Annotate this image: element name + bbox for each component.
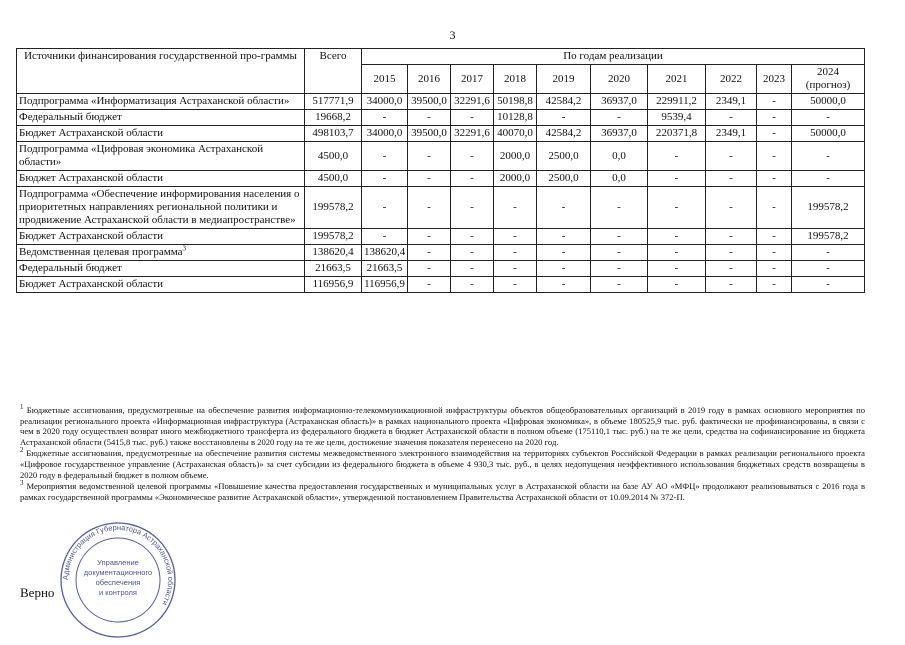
row-year-value: 2000,0 — [494, 142, 537, 171]
row-year-value: - — [408, 261, 451, 277]
row-year-value: - — [792, 277, 865, 293]
row-year-value: - — [494, 277, 537, 293]
row-year-value: 199578,2 — [792, 187, 865, 229]
row-year-value: - — [537, 187, 591, 229]
header-year: 2024 (прогноз) — [792, 65, 865, 94]
header-year: 2016 — [408, 65, 451, 94]
row-year-value: 50000,0 — [792, 126, 865, 142]
row-year-value: - — [451, 245, 494, 261]
row-year-value: - — [408, 142, 451, 171]
row-year-value: 34000,0 — [362, 126, 408, 142]
row-year-value: - — [792, 171, 865, 187]
stamp-inner-line: обеспечения — [95, 578, 141, 587]
row-year-value: - — [451, 229, 494, 245]
row-year-value: 0,0 — [591, 171, 648, 187]
row-year-value: 32291,6 — [451, 94, 494, 110]
row-year-value: - — [451, 142, 494, 171]
footnote — [20, 405, 865, 447]
row-year-value: 2349,1 — [706, 126, 757, 142]
row-year-value: - — [648, 142, 706, 171]
stamp-inner-line: Управление — [97, 558, 139, 567]
header-source: Источники финансирования государственной про-граммы — [17, 49, 305, 94]
row-year-value: - — [648, 277, 706, 293]
svg-text:Администрация Губернатора Астр: Администрация Губернатора Астраханской области — [60, 522, 176, 607]
stamp-inner-line: и контроля — [98, 588, 138, 597]
row-year-value: 229911,2 — [648, 94, 706, 110]
row-year-value: - — [537, 261, 591, 277]
row-year-value: 220371,8 — [648, 126, 706, 142]
footnote — [20, 481, 865, 502]
row-year-value: 138620,4 — [362, 245, 408, 261]
stamp-inner-line: документационного — [83, 568, 153, 577]
row-year-value: - — [648, 171, 706, 187]
row-year-value: - — [362, 171, 408, 187]
table-row — [17, 171, 865, 187]
row-year-value: 116956,9 — [362, 277, 408, 293]
row-year-value: 50198,8 — [494, 94, 537, 110]
row-source: Подпрограмма «Информатизация Астраханской области» — [17, 94, 305, 110]
row-year-value: - — [706, 277, 757, 293]
row-year-value: - — [757, 245, 792, 261]
footnote — [20, 448, 865, 480]
row-year-value: 36937,0 — [591, 126, 648, 142]
row-year-value: - — [706, 110, 757, 126]
table-row — [17, 229, 865, 245]
row-year-value: - — [451, 261, 494, 277]
row-year-value: - — [362, 229, 408, 245]
row-source: Федеральный бюджет — [17, 110, 305, 126]
row-year-value: - — [408, 171, 451, 187]
row-year-value: - — [706, 187, 757, 229]
row-year-value: 2500,0 — [537, 142, 591, 171]
row-year-value: - — [362, 110, 408, 126]
row-year-value: 50000,0 — [792, 94, 865, 110]
row-year-value: 42584,2 — [537, 126, 591, 142]
row-year-value: 10128,8 — [494, 110, 537, 126]
header-year: 2023 — [757, 65, 792, 94]
header-year: 2015 — [362, 65, 408, 94]
header-total: Всего — [305, 49, 362, 94]
row-total: 199578,2 — [305, 187, 362, 229]
row-year-value: - — [537, 277, 591, 293]
row-year-value: - — [648, 261, 706, 277]
row-source: Бюджет Астраханской области — [17, 229, 305, 245]
row-year-value: 2349,1 — [706, 94, 757, 110]
header-year: 2019 — [537, 65, 591, 94]
row-year-value: - — [648, 187, 706, 229]
row-year-value: - — [408, 187, 451, 229]
row-year-value: - — [757, 261, 792, 277]
row-total: 4500,0 — [305, 142, 362, 171]
footnote-mark: 1 — [20, 403, 24, 412]
row-total: 138620,4 — [305, 245, 362, 261]
row-year-value: - — [537, 245, 591, 261]
row-year-value: - — [706, 142, 757, 171]
verno-label: Верно — [20, 585, 55, 600]
row-year-value: - — [706, 245, 757, 261]
row-year-value: 36937,0 — [591, 94, 648, 110]
row-source: Бюджет Астраханской области — [17, 171, 305, 187]
row-total: 517771,9 — [305, 94, 362, 110]
table-row — [17, 142, 865, 171]
stamp-seal-icon — [58, 520, 178, 640]
row-year-value: - — [451, 277, 494, 293]
row-year-value: - — [591, 277, 648, 293]
row-year-value: - — [757, 187, 792, 229]
footnote-ref: 3 — [182, 244, 186, 253]
row-year-value: - — [591, 187, 648, 229]
row-year-value: - — [706, 229, 757, 245]
row-year-value: - — [408, 245, 451, 261]
table-row — [17, 261, 865, 277]
row-total: 498103,7 — [305, 126, 362, 142]
row-year-value: - — [706, 261, 757, 277]
row-source: Подпрограмма «Обеспечение информирования населения о приоритетных направлениях региональной политики и продвижение Астраханской области в медиапространстве» — [17, 187, 305, 229]
row-year-value: - — [494, 187, 537, 229]
row-year-value: - — [792, 110, 865, 126]
header-year: 2021 — [648, 65, 706, 94]
row-year-value: - — [591, 261, 648, 277]
table-row — [17, 245, 865, 261]
row-year-value: - — [408, 277, 451, 293]
row-year-value: - — [494, 229, 537, 245]
row-year-value: - — [362, 187, 408, 229]
footnote-text: Мероприятия ведомственной целевой программы «Повышение качества предоставления государственных и муниципальных услуг в Астраханской области на базе АУ АО «МФЦ» продолжают реализовываться с 2016 года в рамках государственной программы «Экономическое развитие Астраханской области», утвержденной постановлением Правительства Астраханской области от 10.09.2014 № 372-П. — [20, 481, 865, 502]
row-year-value: 42584,2 — [537, 94, 591, 110]
official-stamp — [58, 520, 178, 640]
header-year: 2017 — [451, 65, 494, 94]
row-year-value: - — [648, 229, 706, 245]
row-year-value: - — [451, 187, 494, 229]
row-year-value: - — [408, 110, 451, 126]
table-row — [17, 110, 865, 126]
row-year-value: - — [792, 245, 865, 261]
row-year-value: - — [757, 229, 792, 245]
row-year-value: 39500,0 — [408, 126, 451, 142]
row-year-value: - — [757, 277, 792, 293]
footnotes — [20, 405, 865, 503]
row-year-value: - — [591, 245, 648, 261]
row-total: 21663,5 — [305, 261, 362, 277]
row-year-value: 2000,0 — [494, 171, 537, 187]
row-year-value: 34000,0 — [362, 94, 408, 110]
row-year-value: 9539,4 — [648, 110, 706, 126]
row-year-value: 199578,2 — [792, 229, 865, 245]
row-source: Бюджет Астраханской области — [17, 277, 305, 293]
row-year-value: - — [757, 171, 792, 187]
row-total: 199578,2 — [305, 229, 362, 245]
footnote-text: Бюджетные ассигнования, предусмотренные на обеспечение развития информационно-телекоммуникационной инфраструктуры объектов общеобразовательных организаций в 2019 году в рамках основного мероприятия по реализации регионального проекта «Информационная инфраструктура (Астраханская область)» в рамках национального проекта «Цифровая экономика», в объеме 180525,9 тыс. руб. фактически не профинансированы, в связи с чем в 2020 году осуществлен возврат иного межбюджетного трансферта из федерального бюджета в бюджет Астраханской области в полном объеме (175110,1 тыс. руб.) на те же цели, средства на софинансирование из бюджета Астраханской области (5415,8 тыс. руб.) также восстановлены в 2020 году на те же цели, достижение значения показателя перенесено на 2020 год. — [20, 405, 865, 447]
row-year-value: - — [757, 142, 792, 171]
row-total: 116956,9 — [305, 277, 362, 293]
table-row — [17, 187, 865, 229]
header-years-group: По годам реализации — [362, 49, 865, 65]
header-year: 2018 — [494, 65, 537, 94]
row-year-value: 2500,0 — [537, 171, 591, 187]
table-row — [17, 94, 865, 110]
page-number: 3 — [449, 28, 456, 42]
row-year-value: - — [757, 94, 792, 110]
footnote-mark: 3 — [20, 479, 24, 488]
row-year-value: - — [757, 110, 792, 126]
row-year-value: - — [362, 142, 408, 171]
footnote-mark: 2 — [20, 446, 24, 455]
row-year-value: 32291,6 — [451, 126, 494, 142]
row-source: Бюджет Астраханской области — [17, 126, 305, 142]
row-year-value: - — [648, 245, 706, 261]
header-year: 2020 — [591, 65, 648, 94]
row-year-value: - — [792, 142, 865, 171]
row-year-value: 21663,5 — [362, 261, 408, 277]
table-row — [17, 126, 865, 142]
header-year: 2022 — [706, 65, 757, 94]
row-year-value: - — [591, 110, 648, 126]
row-year-value: 40070,0 — [494, 126, 537, 142]
row-source: Подпрограмма «Цифровая экономика Астраханской области» — [17, 142, 305, 171]
row-year-value: - — [537, 229, 591, 245]
row-year-value: - — [494, 245, 537, 261]
financing-table — [16, 48, 865, 293]
row-total: 4500,0 — [305, 171, 362, 187]
footnote-text: Бюджетные ассигнования, предусмотренные на обеспечение развития системы межведомственного электронного взаимодействия на территориях субъектов Российской Федерации в рамках реализации регионального проекта «Цифровое государственное управление (Астраханская область)» за счет субсидии из федерального бюджета в объеме 4 930,3 тыс. руб., в целях недопущения неэффективного использования бюджетных средств возвращены в 2020 году в федеральный бюджет в полном объеме. — [20, 448, 865, 480]
row-year-value: - — [451, 171, 494, 187]
row-year-value: - — [451, 110, 494, 126]
row-year-value: - — [591, 229, 648, 245]
row-year-value: 0,0 — [591, 142, 648, 171]
row-source: Федеральный бюджет — [17, 261, 305, 277]
row-total: 19668,2 — [305, 110, 362, 126]
row-year-value: - — [757, 126, 792, 142]
row-year-value: - — [706, 171, 757, 187]
table-row — [17, 277, 865, 293]
row-year-value: - — [537, 110, 591, 126]
row-year-value: - — [792, 261, 865, 277]
row-year-value: - — [408, 229, 451, 245]
row-year-value: 39500,0 — [408, 94, 451, 110]
row-year-value: - — [494, 261, 537, 277]
row-source: Ведомственная целевая программа$^3$ — [17, 245, 305, 261]
